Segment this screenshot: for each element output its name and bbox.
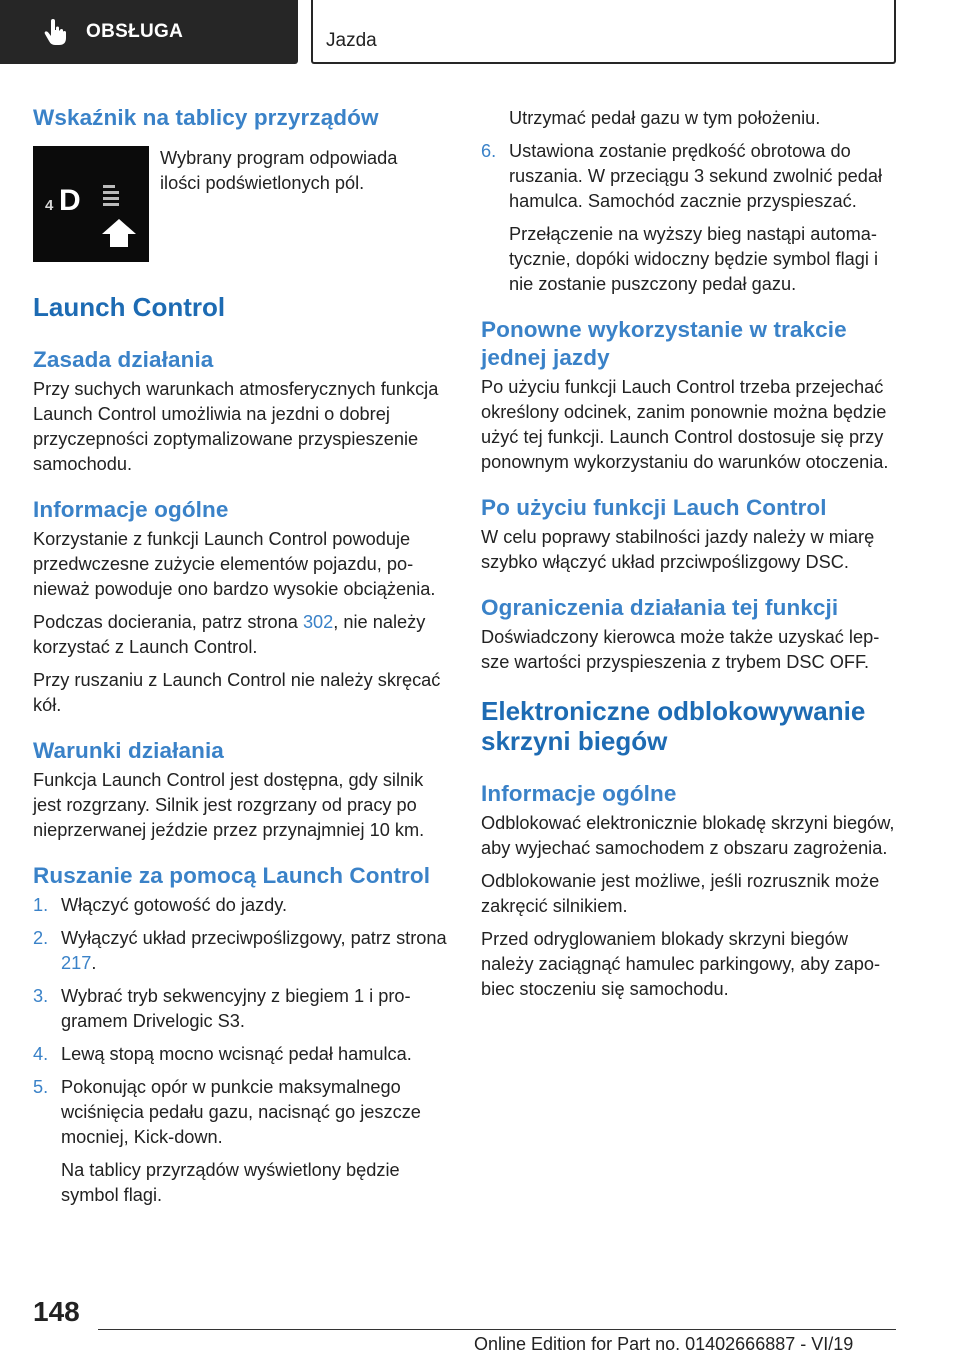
header-tab	[0, 0, 298, 64]
hand-pointer-icon	[44, 19, 66, 45]
list-item: 2. Wyłączyć układ przeciwpoślizgowy, patrz strona 217.	[33, 928, 447, 973]
heading-indicator: Wskaźnik na tablicy przyrządów	[33, 105, 379, 130]
indicator-text: Wybrany program odpowiada ilości podświetlonych pól.	[160, 148, 398, 193]
steer-text: Przy ruszaniu z Launch Control nie należy skręcać kół.	[33, 670, 441, 715]
breakin-text: Podczas docierania, patrz strona 302, nie należy korzystać z Launch Control.	[33, 612, 426, 657]
shift-note: Przełączenie na wyższy bieg nastąpi automatycznie, dopóki widoczny będzie symbol flagi i nie zostanie puszczony pedał gazu.	[509, 224, 878, 294]
general-text: Korzystanie z funkcji Launch Control powoduje przedwczesne zużycie elementów pojazdu, ponieważ powoduje ono bardzo wysokie obciążenia.	[33, 529, 436, 599]
list-item: 4. Lewą stopą mocno wcisnąć pedał hamulca.	[33, 1044, 412, 1064]
heading-after-use: Po użyciu funkcji Lauch Control	[481, 495, 827, 520]
after-use-text: W celu poprawy stabilności jazdy należy w miarę szybko włączyć układ przciwpoślizgowy DSC.	[481, 527, 875, 572]
right-column	[481, 100, 895, 1002]
heading-general-2: Informacje ogólne	[481, 781, 677, 806]
svg-text:4: 4	[45, 197, 54, 214]
heading-launch-control: Launch Control	[33, 292, 226, 322]
unlock-text-1: Odblokować elektronicznie blokadę skrzyni biegów, aby wyjechać samochodem z obszaru zagrożenia.	[481, 813, 895, 858]
list-item: 3. Wybrać tryb sekwencyjny z biegiem 1 i programem Drivelogic S3.	[33, 986, 411, 1031]
section-title: Jazda	[326, 30, 377, 51]
list-item: 5. Pokonując opór w punkcie maksymalnego wciśnięcia pedału gazu, nacisnąć go jeszcze mocniej, Kick-down.	[33, 1077, 421, 1147]
page-number: 148	[33, 1296, 80, 1327]
continue-steps	[481, 139, 895, 214]
conditions-text: Funkcja Launch Control jest dostępna, gdy silnik jest rozgrzany. Silnik jest rozgrzany od pracy po nieprzerwanej jeździe przez przynajmniej 10 km.	[33, 770, 425, 840]
header-frame	[311, 0, 896, 64]
heading-start: Ruszanie za pomocą Launch Control	[33, 863, 431, 888]
page-link-217[interactable]: 217	[61, 953, 92, 973]
list-item: 1. Włączyć gotowość do jazdy.	[33, 895, 288, 915]
heading-general: Informacje ogólne	[33, 497, 229, 522]
unlock-text-2: Odblokowanie jest możliwe, jeśli rozrusznik może zakręcić silnikiem.	[481, 871, 880, 916]
step5-note: Na tablicy przyrządów wyświetlony będzie symbol flagi.	[61, 1160, 400, 1205]
svg-text:D: D	[59, 184, 81, 217]
unlock-text-3: Przed odryglowaniem blokady skrzyni biegów należy zaciągnąć hamulec parkingowy, aby zapobiec stoczeniu się samochodu.	[481, 929, 881, 999]
footer-divider	[98, 1329, 896, 1330]
heading-conditions: Warunki działania	[33, 738, 224, 763]
start-steps	[33, 893, 447, 1150]
indicator-block	[33, 146, 447, 262]
heading-reuse: Ponowne wykorzystanie w trakcie jednej jazdy	[481, 317, 847, 370]
edition-text: Online Edition for Part no. 01402666887 - VI/19	[474, 1334, 854, 1354]
list-item: 6. Ustawiona zostanie prędkość obrotowa do ruszania. W przeciągu 3 sekund zwolnić pedał hamulca. Samochód zacznie przyspieszać.	[481, 141, 883, 211]
reuse-text: Po użyciu funkcji Lauch Control trzeba przejechać określony odcinek, zanim ponownie można będzie użyć tej funkcji. Launch Control dostosuje się przy ponownym wykorzystaniu do warunków otoczenia.	[481, 377, 889, 472]
hold-text: Utrzymać pedał gazu w tym położeniu.	[509, 108, 821, 128]
principle-text: Przy suchych warunkach atmosferycznych funkcja Launch Control umożliwia na jezdni o dobrej przyczepności zoptymalizowane przyspieszenie samochodu.	[33, 379, 439, 474]
heading-principle: Zasada działania	[33, 347, 214, 372]
drivelogic-display-icon	[33, 146, 149, 262]
heading-gear-unlock: Elektroniczne odblokowywanie skrzyni biegów	[481, 696, 866, 756]
header-tab-label: OBSŁUGA	[86, 21, 184, 42]
heading-limits: Ograniczenia działania tej funkcji	[481, 595, 839, 620]
left-column	[33, 100, 447, 1208]
page-link-302[interactable]: 302	[302, 612, 334, 632]
dashboard-4d-image	[33, 146, 149, 262]
limits-text: Doświadczony kierowca może także uzyskać lepsze wartości przyspieszenia z trybem DSC OFF.	[481, 627, 880, 672]
